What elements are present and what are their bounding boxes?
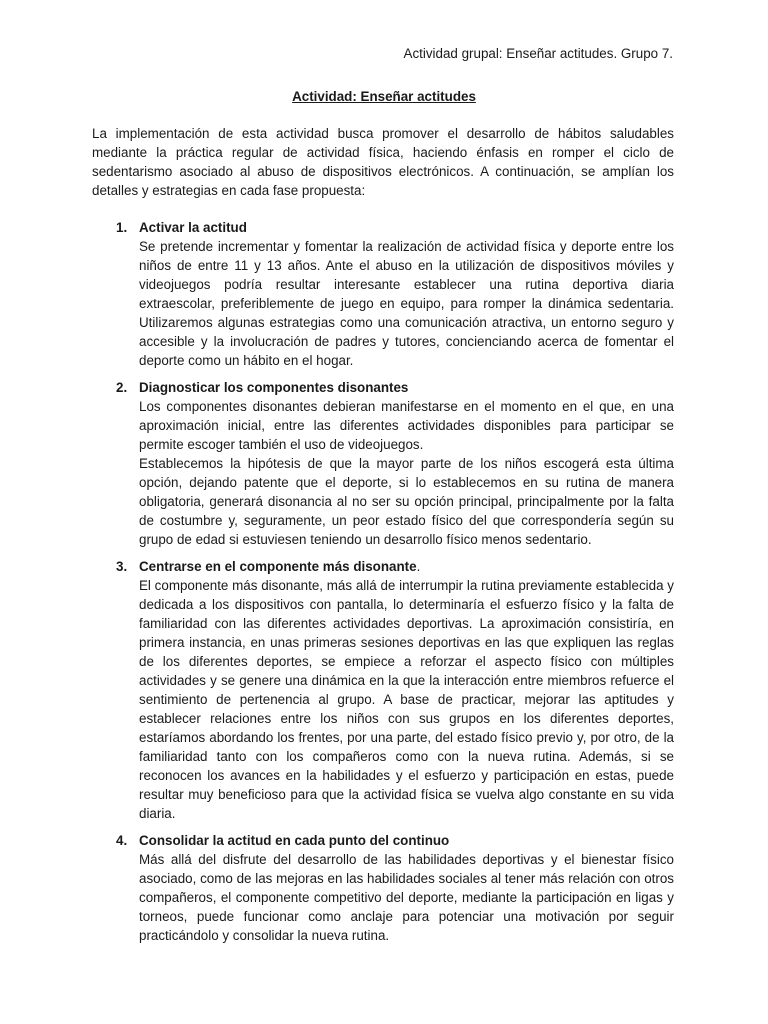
phase-title	[139, 378, 674, 397]
intro-paragraph: La implementación de esta actividad busca promover el desarrollo de hábitos saludables mediante la práctica regular de actividad física, haciendo énfasis en romper el ciclo de sedentarismo asociado al abuso de dispositivos electrónicos. A continuación, se amplían los detalles y estrategias en cada fase propuesta:	[92, 126, 674, 198]
phase-paragraph: Los componentes disonantes debieran manifestarse en el momento en el que, en una aproximación inicial, entre las diferentes actividades disponibles para participar se permite escoger también el uso de videojuegos.	[139, 399, 674, 452]
phase-title-text: Activar la actitud	[139, 220, 247, 235]
phase-title-text: Consolidar la actitud en cada punto del continuo	[139, 833, 450, 848]
phase-number: 4.	[116, 833, 128, 848]
phase-item	[92, 218, 674, 370]
phase-paragraph: Se pretende incrementar y fomentar la realización de actividad física y deporte entre los niños de entre 11 y 13 años. Ante el abuso en la utilización de dispositivos móviles y videojuegos podría resultar interesante establecer una rutina deportiva diaria extraescolar, preferiblemente de juego en equipo, para romper la dinámica sedentaria. Utilizaremos algunas estrategias como una comunicación atractiva, un entorno seguro y accesible y la involucración de padres y tutores, concienciando acerca de fomentar el deporte como un hábito en el hogar.	[139, 239, 674, 368]
phase-list	[92, 218, 674, 953]
phase-number: 2.	[116, 380, 128, 395]
phase-title-text: Centrarse en el componente más disonante	[139, 559, 417, 574]
phase-title	[139, 218, 674, 237]
phase-item	[92, 831, 674, 945]
phase-item	[92, 557, 674, 823]
phase-paragraph: Establecemos la hipótesis de que la mayor parte de los niños escogerá esta última opción, dejando patente que el deporte, si lo establecemos en su rutina de manera obligatoria, generará disonancia al no ser su opción principal, principalmente por la falta de costumbre y, seguramente, un peor estado físico del que correspondería según su grupo de edad si estuviesen teniendo un desarrollo físico menos sedentario.	[139, 456, 674, 547]
document-title: Actividad: Enseñar actitudes	[292, 89, 476, 104]
phase-item	[92, 378, 674, 549]
phase-title-suffix: .	[416, 559, 421, 574]
phase-number: 3.	[116, 559, 128, 574]
phase-title	[139, 831, 674, 850]
running-header: Actividad grupal: Enseñar actitudes. Grupo 7.	[403, 46, 673, 61]
phase-number: 1.	[116, 220, 128, 235]
phase-title	[139, 557, 674, 576]
phase-paragraph: El componente más disonante, más allá de interrumpir la rutina previamente establecida y dedicada a los dispositivos con pantalla, lo determinaría el esfuerzo físico y la falta de familiaridad con las diferentes actividades deportivas. La aproximación consistiría, en primera instancia, en unas primeras sesiones deportivas en las que expliquen las reglas de los diferentes deportes, se empiece a reforzar el aspecto físico con múltiples actividades y se genere una dinámica en la que la interacción entre miembros refuerce el sentimiento de pertenencia al grupo. A base de practicar, mejorar las aptitudes y establecer relaciones entre los niños con sus grupos en los diferentes deportes, estaríamos abordando los frentes, por una parte, del estado físico previo y, por otro, de la familiaridad tanto con los compañeros como con la nueva rutina. Además, si se reconocen los avances en la habilidades y el esfuerzo y participación en estas, puede resultar muy beneficioso para que la actividad física se vuelva algo constante en su vida diaria.	[139, 578, 674, 821]
phase-title-text: Diagnosticar los componentes disonantes	[139, 380, 409, 395]
phase-paragraph: Más allá del disfrute del desarrollo de las habilidades deportivas y el bienestar físico asociado, como de las mejoras en las habilidades sociales al tener más relación con otros compañeros, el componente competitivo del deporte, mediante la participación en ligas y torneos, puede funcionar como anclaje para potenciar una motivación por seguir practicándolo y consolidar la nueva rutina.	[139, 852, 674, 943]
